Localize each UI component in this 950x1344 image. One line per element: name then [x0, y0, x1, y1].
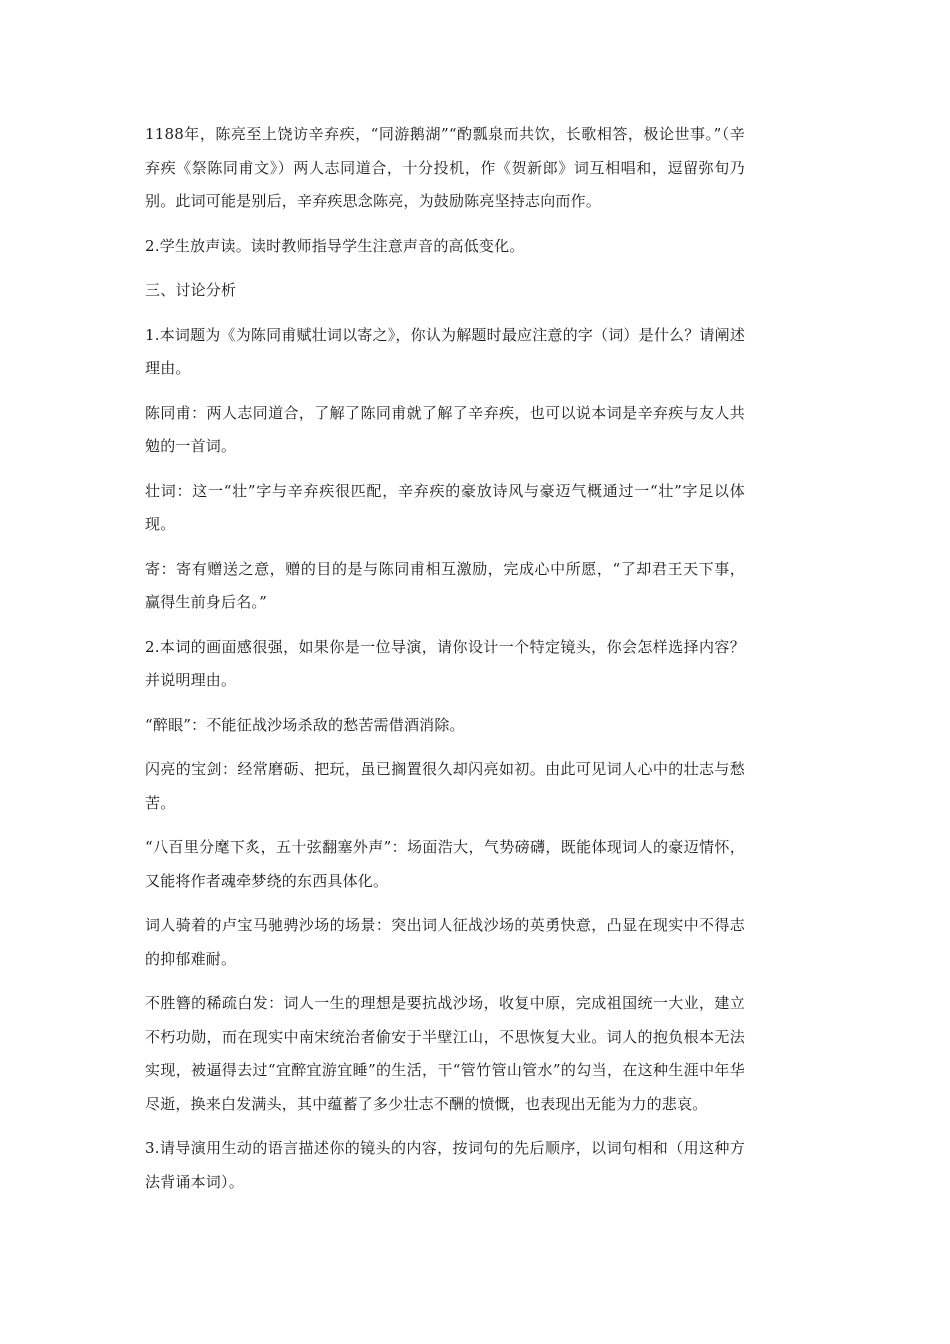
- question-3: 3.请导演用生动的语言描述你的镜头的内容，按词句的先后顺序，以词句相和（用这种方法背诵本词）。: [145, 1139, 745, 1191]
- section-heading-discussion: 三、讨论分析: [145, 281, 237, 299]
- answer-zhuang-ci: 壮词：这一“壮”字与辛弃疾很匹配，辛弃疾的豪放诗风与豪迈气概通过一“壮”字足以体现。: [145, 481, 745, 533]
- answer-feast-and-music: “八百里分麾下炙，五十弦翻塞外声”：场面浩大，气势磅礴，既能体现词人的豪迈情怀，又能将作者魂牵梦绕的东西具体化。: [145, 838, 745, 890]
- answer-ji: 寄：寄有赠送之意，赠的目的是与陈同甫相互激励，完成心中所愿，“了却君王天下事，赢得生前身后名。”: [145, 559, 745, 611]
- document-body: [145, 118, 745, 1210]
- answer-white-hair: 不胜簪的稀疏白发：词人一生的理想是要抗战沙场，收复中原，完成祖国统一大业，建立不朽功勋，而在现实中南宋统治者偷安于半壁江山，不思恢复大业。词人的抱负根本无法实现，被逼得去过“宜醉宜游宜睡”的生活，干“管竹管山管水”的勾当，在这种生涯中年华尽逝，换来白发满头，其中蕴蓄了多少壮志不酬的愤慨，也表现出无能为力的悲哀。: [145, 994, 745, 1113]
- answer-chen-tongfu: 陈同甫：两人志同道合，了解了陈同甫就了解了辛弃疾，也可以说本词是辛弃疾与友人共勉的一首词。: [145, 403, 745, 455]
- answer-galloping-horse: 词人骑着的卢宝马驰骋沙场的场景：突出词人征战沙场的英勇快意，凸显在现实中不得志的抑郁难耐。: [145, 916, 745, 968]
- answer-drunken-eyes: “醉眼”：不能征战沙场杀敌的愁苦需借酒消除。: [145, 715, 465, 734]
- answer-shining-sword: 闪亮的宝剑：经常磨砺、把玩，虽已搁置很久却闪亮如初。由此可见词人心中的壮志与愁苦。: [145, 760, 745, 812]
- paragraph-read-aloud: 2.学生放声读。读时教师指导学生注意声音的高低变化。: [145, 236, 525, 255]
- question-2: 2.本词的画面感很强，如果你是一位导演，请你设计一个特定镜头，你会怎样选择内容？并说明理由。: [145, 637, 745, 689]
- question-1: 1.本词题为《为陈同甫赋壮词以寄之》，你认为解题时最应注意的字（词）是什么？请阐述理由。: [145, 325, 746, 377]
- paragraph-chen-liang-visit: 1188年，陈亮至上饶访辛弃疾，“同游鹅湖”“酌瓢泉而共饮，长歌相答，极论世事。”（辛弃疾《祭陈同甫文》）两人志同道合，十分投机，作《贺新郎》词互相唱和，逗留弥旬乃别。此词可能是别后，辛弃疾思念陈亮，为鼓励陈亮坚持志向而作。: [145, 125, 745, 210]
